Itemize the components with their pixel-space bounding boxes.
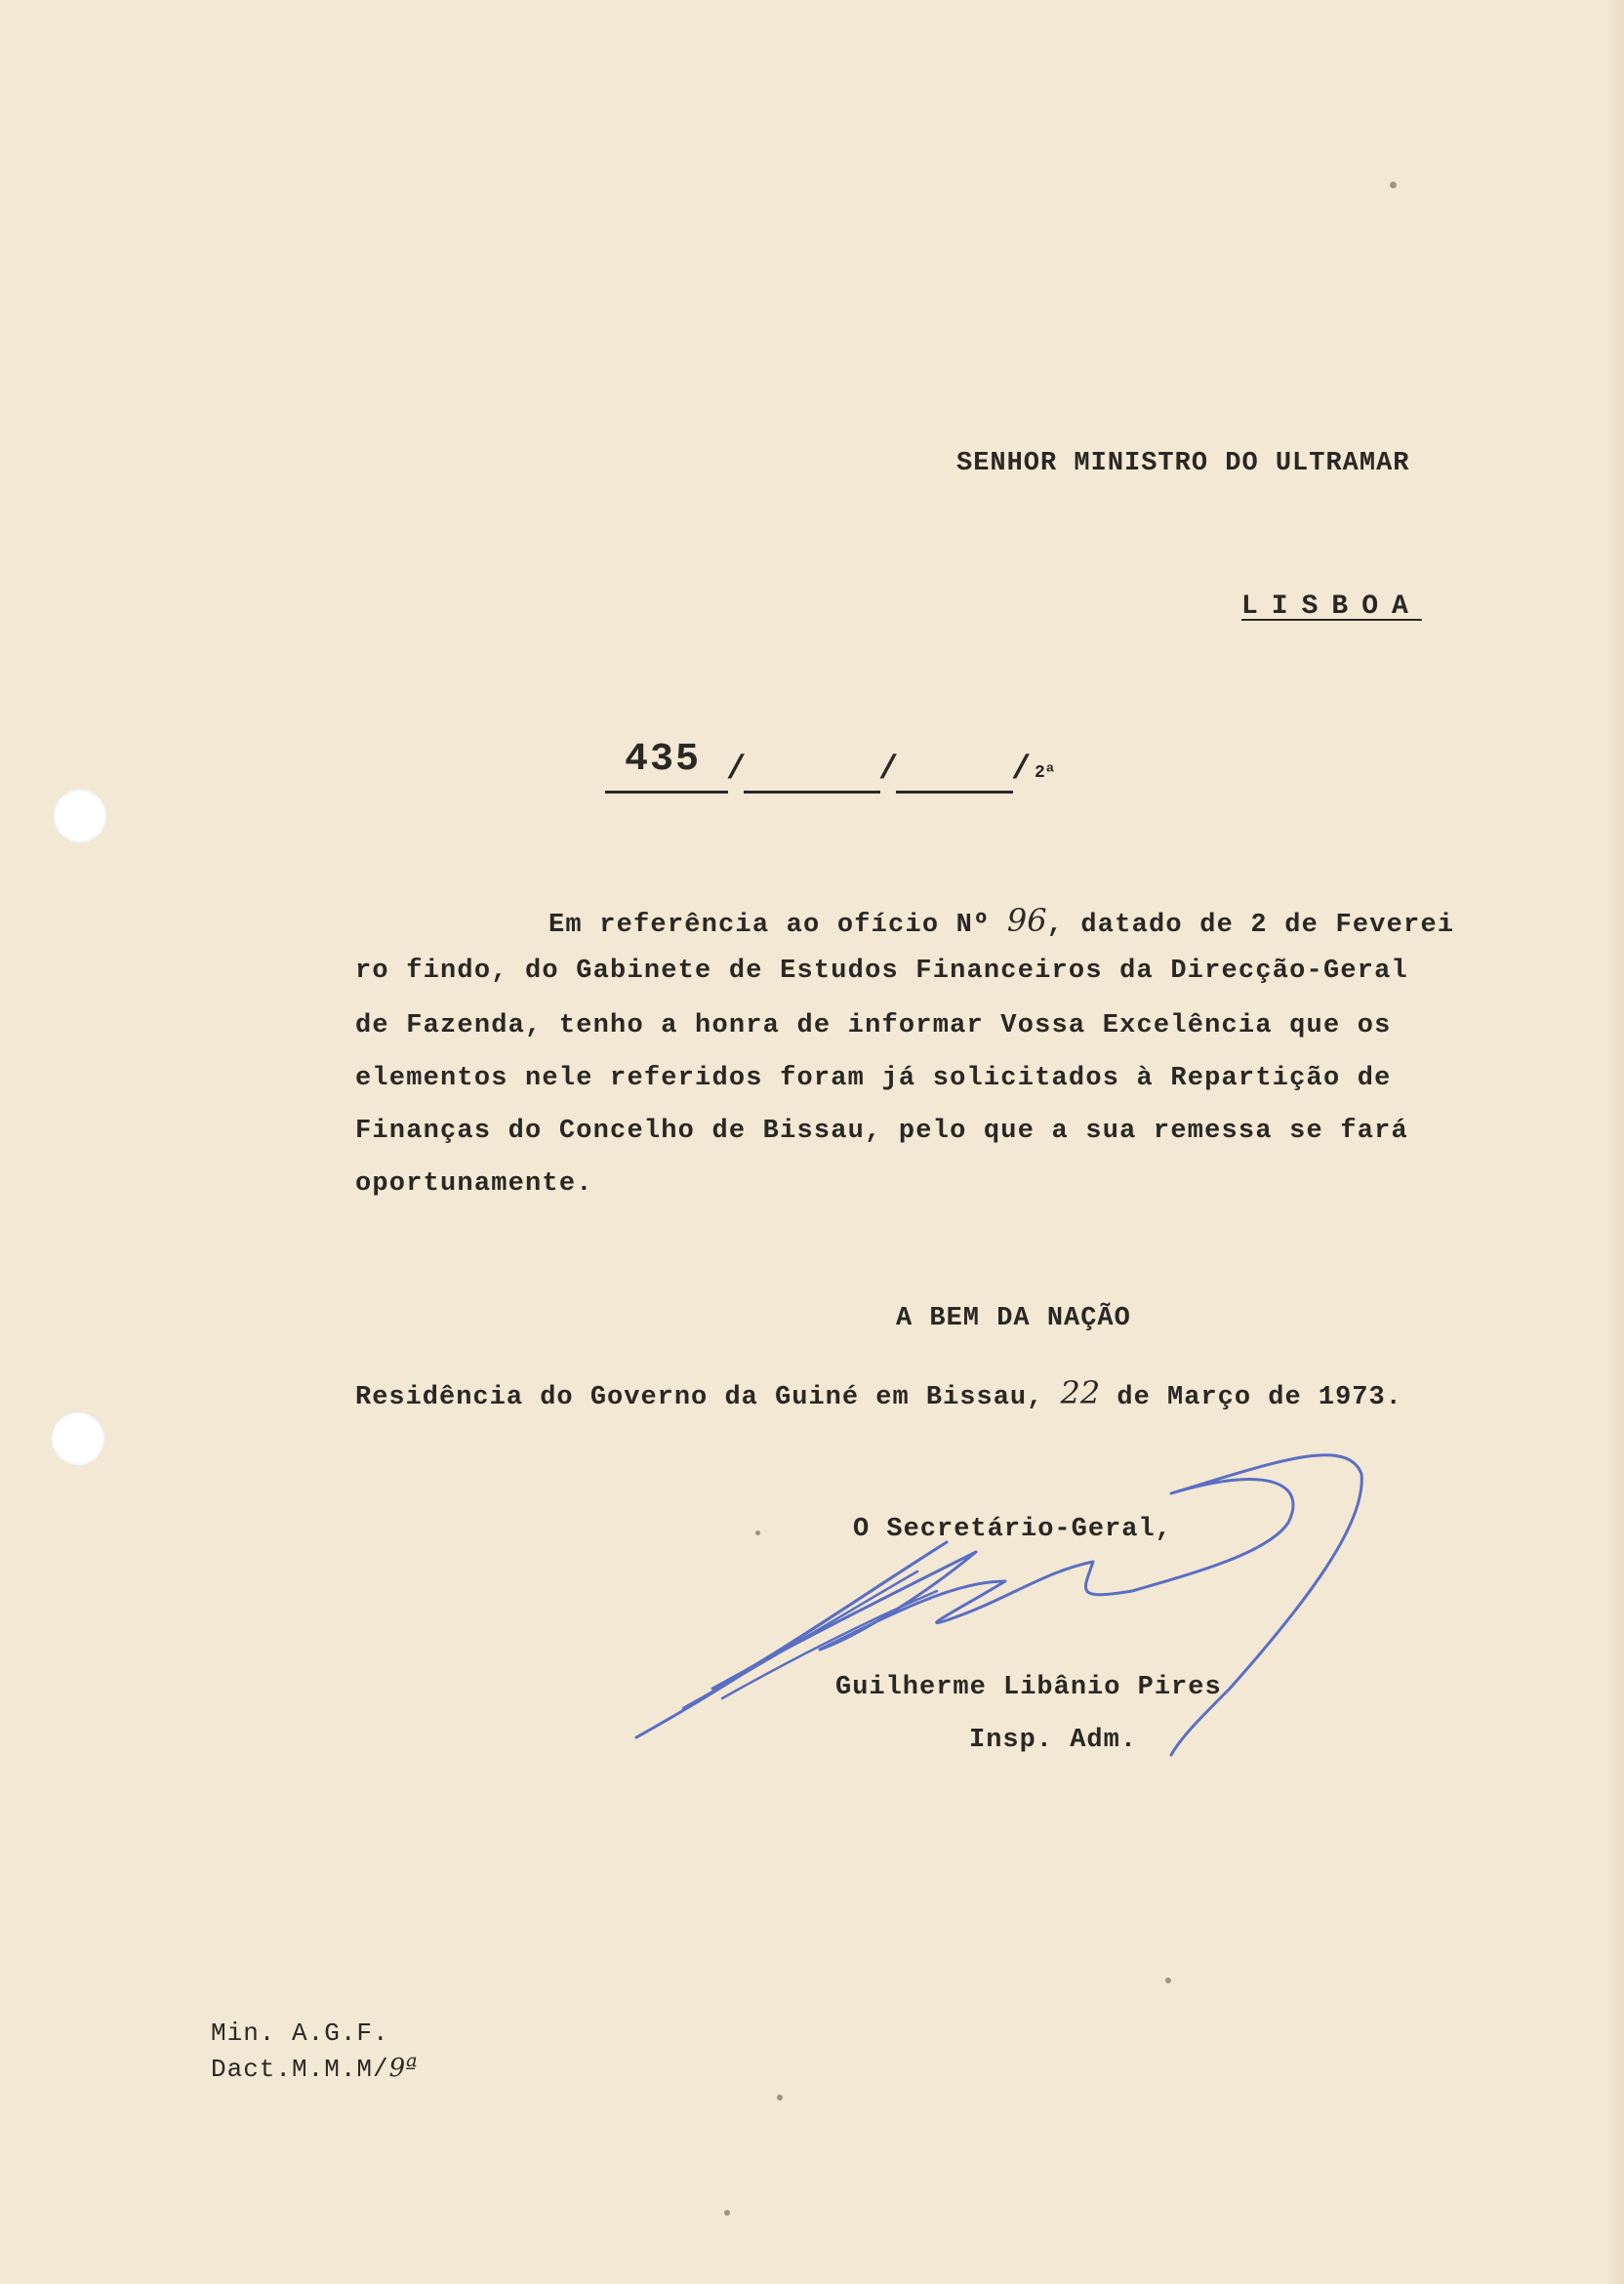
footer-initials: Min. A.G.F. [211,2019,389,2048]
signer-title: O Secretário-Geral, [853,1515,1172,1544]
handwritten-number: 96 [1006,902,1047,939]
reference-number-row [605,738,1113,796]
handwritten-day: 22 [1060,1374,1101,1411]
body-line: oportunamente. [355,1169,593,1199]
paper-speck [1390,182,1397,188]
signature-icon [625,1445,1386,1757]
body-line-text: Em referência ao ofício Nº [548,911,1007,940]
body-line: Finanças do Concelho de Bissau, pelo que a sua remessa se fará [355,1117,1408,1146]
reference-slash: / [726,752,747,789]
closing-formula: A BEM DA NAÇÃO [896,1304,1131,1333]
signer-rank: Insp. Adm. [969,1726,1138,1755]
reference-slash: / [1011,752,1032,789]
reference-number: 435 [625,738,702,782]
reference-blank [744,791,880,794]
place-date-text: Residência do Governo da Guiné em Bissau, [355,1383,1061,1412]
punch-hole-icon [51,1411,105,1466]
body-line [548,902,1454,940]
reference-underline [605,791,728,794]
signer-name: Guilherme Libânio Pires [835,1673,1222,1702]
addressee: SENHOR MINISTRO DO ULTRAMAR [956,449,1410,478]
footer-typist [211,2054,418,2084]
reference-suffix: 2ª [1035,763,1056,783]
place-date [355,1374,1402,1412]
reference-blank [896,791,1013,794]
paper-speck [724,2210,730,2216]
body-line: elementos nele referidos foram já solicitados à Repartição de [355,1064,1392,1093]
punch-hole-icon [53,789,107,843]
place-date-text: de Março de 1973. [1100,1383,1402,1412]
city: LISBOA [1241,591,1422,622]
body-line: ro findo, do Gabinete de Estudos Financeiros da Direcção-Geral [355,957,1408,986]
paper-speck [777,2095,783,2100]
footer-typist-text: Dact.M.M.M/ [211,2055,389,2084]
reference-slash: / [878,752,899,789]
page-edge-shadow [1606,0,1624,2284]
body-line-text: , datado de 2 de Feverei [1046,911,1455,940]
body-line: de Fazenda, tenho a honra de informar Vossa Excelência que os [355,1011,1392,1040]
handwritten-footer: 9ª [388,2054,418,2083]
paper-speck [1165,1978,1171,1983]
